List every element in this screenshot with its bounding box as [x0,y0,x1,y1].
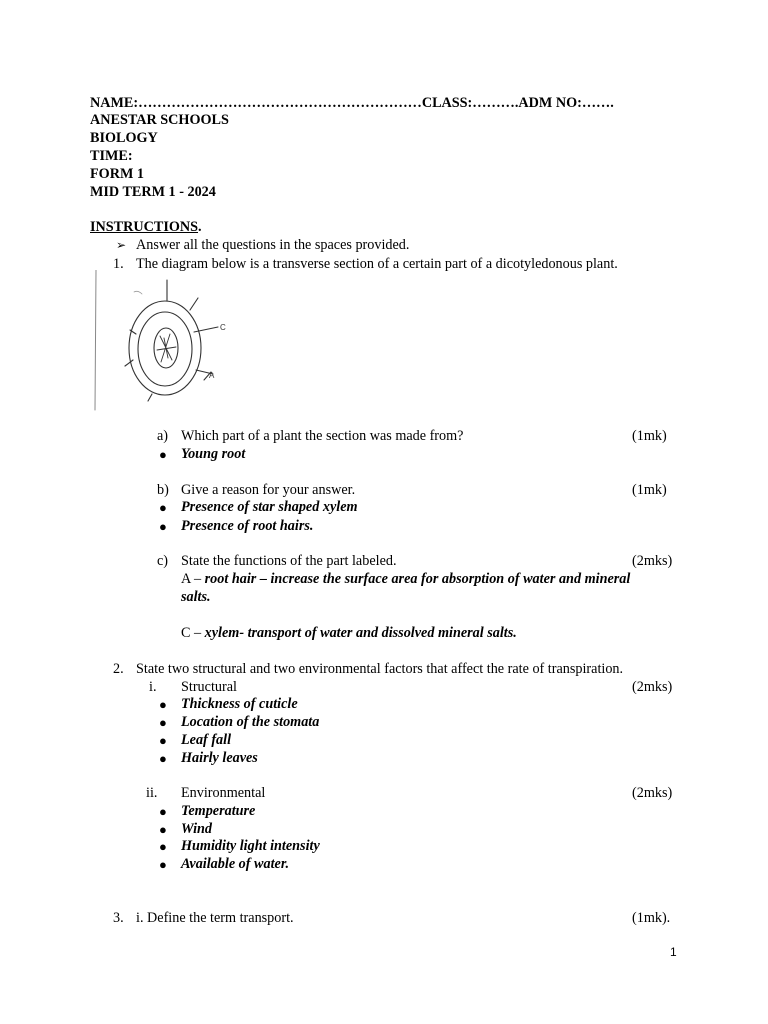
bullet-icon: ● [159,519,167,534]
q1b-marks: (1mk) [632,482,667,498]
q2ii-marks: (2mks) [632,785,673,801]
q1b-answer-1: Presence of star shaped xylem [181,499,358,515]
q1-number: 1. [113,256,124,272]
q1a-label: a) [157,428,169,444]
q2i-answer-3: Leaf fall [181,732,232,748]
q1b-label: b) [157,482,169,498]
bullet-icon: ● [159,822,167,837]
q1c-answer-c-prefix: C – [181,625,205,641]
q2ii-answer-4: Available of water. [181,856,290,872]
q2i-marks: (2mks) [632,679,673,695]
q1c-answer-a-text: root hair – increase the surface area for absorption of water and mineral [204,571,631,587]
q3-number: 3. [113,910,124,926]
instructions-heading-text: INSTRUCTIONS [90,219,199,235]
bullet-icon: ● [159,447,167,462]
bullet-icon: ● [159,804,167,819]
arrowhead-bullet-icon: ➢ [116,238,127,252]
q2i-label: i. [149,679,157,695]
q2ii-answer-1: Temperature [181,803,256,819]
instructions-heading [90,219,202,236]
time-label: TIME: [90,148,133,164]
q1c-answer-a-prefix: A – [181,571,205,587]
q2i-answer-1: Thickness of cuticle [181,696,298,712]
q1a-text: Which part of a plant the section was made from? [181,428,464,444]
q1b-text: Give a reason for your answer. [181,482,356,498]
bullet-icon: ● [159,500,167,515]
root-transverse-section-diagram [90,270,250,412]
q1c-answer-c [181,625,517,642]
q1a-marks: (1mk) [632,428,667,444]
q2-number: 2. [113,661,124,677]
q1c-answer-a-continued: salts. [181,589,211,605]
bullet-icon: ● [159,697,167,712]
bullet-icon: ● [159,751,167,766]
form-label: FORM 1 [90,166,144,182]
q1c-answer-c-text: xylem- transport of water and dissolved mineral salts. [204,625,517,641]
q1a-answer-1: Young root [181,446,246,462]
q1c-label: c) [157,553,169,569]
diagram-label-c: C [220,323,226,332]
q2i-text: Structural [181,679,237,695]
q2i-answer-2: Location of the stomata [181,714,320,730]
diagram-label-a: A [209,371,215,380]
q2ii-answer-2: Wind [181,821,213,837]
q3-marks: (1mk). [632,910,671,926]
q2i-answer-4: Hairly leaves [181,750,258,766]
q2ii-answer-3: Humidity light intensity [181,838,320,854]
q3-text: i. Define the term transport. [136,910,294,926]
q2-text: State two structural and two environmental factors that affect the rate of transpiration. [136,661,624,677]
q1b-answer-2: Presence of root hairs. [181,518,314,534]
q1c-answer-a [181,571,630,588]
school-name: ANESTAR SCHOOLS [90,112,229,128]
bullet-icon: ● [159,857,167,872]
subject: BIOLOGY [90,130,158,146]
page-number: 1 [670,945,677,959]
term-label: MID TERM 1 - 2024 [90,184,216,200]
bullet-icon: ● [159,715,167,730]
bullet-icon: ● [159,839,167,854]
q1c-text: State the functions of the part labeled. [181,553,397,569]
q2ii-text: Environmental [181,785,266,801]
q1-text: The diagram below is a transverse section of a certain part of a dicotyledonous plant. [136,256,618,272]
q1c-marks: (2mks) [632,553,673,569]
instructions-heading-dot: . [198,219,202,235]
q2ii-label: ii. [146,785,158,801]
name-class-adm-line: NAME:……………………………………………………CLASS:……….ADM NO:……. [90,95,614,111]
instruction-item: Answer all the questions in the spaces provided. [136,237,410,253]
bullet-icon: ● [159,733,167,748]
